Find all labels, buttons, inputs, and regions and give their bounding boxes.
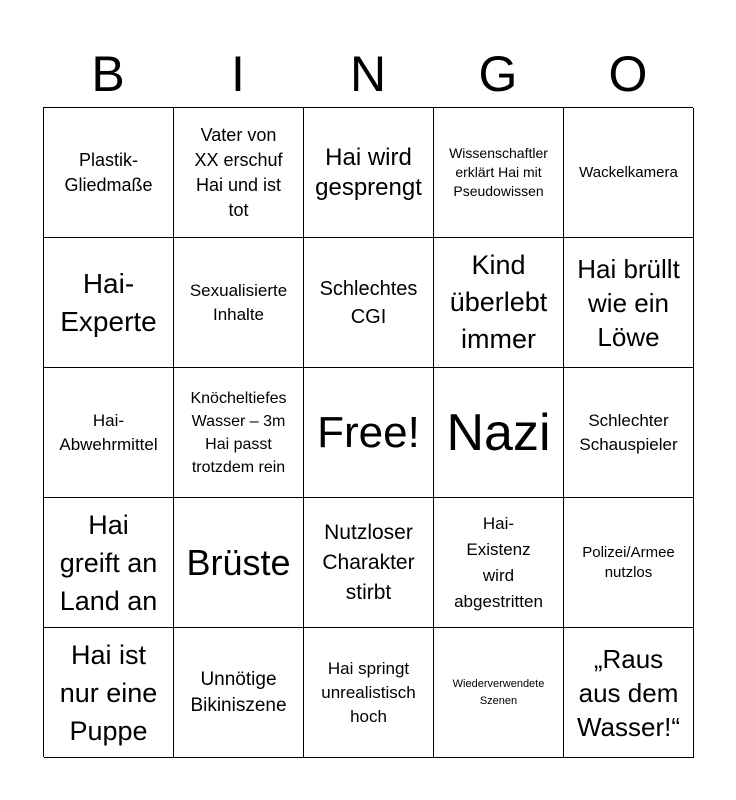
cell-text: „Raus aus dem Wasser!“ bbox=[576, 643, 681, 742]
bingo-cell[interactable] bbox=[44, 108, 174, 238]
cell-text: Vater von XX erschuf Hai und ist tot bbox=[194, 124, 283, 220]
cell-text: Hai springt unrealistisch hoch bbox=[321, 658, 416, 726]
bingo-cell[interactable] bbox=[174, 498, 304, 628]
cell-text: Hai- Abwehrmittel bbox=[59, 410, 158, 454]
bingo-cell[interactable] bbox=[434, 368, 564, 498]
bingo-cell[interactable] bbox=[564, 628, 694, 758]
cell-text: Unnötige Bikiniszene bbox=[190, 668, 287, 716]
bingo-cell[interactable] bbox=[564, 108, 694, 238]
bingo-cell[interactable] bbox=[434, 238, 564, 368]
bingo-cell[interactable] bbox=[434, 108, 564, 238]
cell-text: Hai wird gesprengt bbox=[315, 143, 422, 201]
cell-text: Brüste bbox=[186, 541, 291, 583]
cell-text: Kind überlebt immer bbox=[449, 250, 548, 354]
cell-text: Knöcheltiefes Wasser – 3m Hai passt trotzdem rein bbox=[190, 389, 287, 476]
bingo-cell[interactable] bbox=[304, 628, 434, 758]
bingo-grid bbox=[43, 107, 693, 757]
cell-text: Schlechtes CGI bbox=[319, 277, 418, 328]
bingo-cell[interactable] bbox=[174, 238, 304, 368]
bingo-cell[interactable] bbox=[564, 498, 694, 628]
bingo-cell[interactable] bbox=[304, 498, 434, 628]
bingo-header bbox=[43, 40, 693, 108]
cell-text: Wiederverwendete Szenen bbox=[452, 677, 545, 707]
bingo-cell[interactable] bbox=[44, 498, 174, 628]
cell-text: Nazi bbox=[446, 403, 551, 462]
bingo-cell[interactable] bbox=[564, 368, 694, 498]
cell-text: Schlechter Schauspieler bbox=[579, 410, 678, 454]
cell-text: Hai greift an Land an bbox=[59, 509, 158, 616]
header-letter-n: N bbox=[349, 46, 387, 102]
bingo-cell[interactable] bbox=[434, 498, 564, 628]
bingo-cell[interactable] bbox=[44, 368, 174, 498]
cell-text: Hai- Existenz wird abgestritten bbox=[454, 513, 543, 611]
bingo-cell[interactable] bbox=[174, 108, 304, 238]
bingo-cell[interactable] bbox=[304, 108, 434, 238]
free-cell[interactable] bbox=[304, 368, 434, 498]
bingo-cell[interactable] bbox=[564, 238, 694, 368]
header-letter-g: G bbox=[478, 46, 518, 102]
bingo-cell[interactable] bbox=[304, 238, 434, 368]
cell-text: Nutzloser Charakter stirbt bbox=[322, 520, 415, 604]
cell-text: Plastik- Gliedmaße bbox=[64, 149, 153, 195]
header-letter-b: B bbox=[91, 46, 125, 102]
bingo-cell[interactable] bbox=[44, 628, 174, 758]
bingo-cell[interactable] bbox=[174, 628, 304, 758]
cell-text: Hai- Experte bbox=[60, 267, 157, 337]
cell-text: Wackelkamera bbox=[579, 163, 678, 181]
cell-text: Hai brüllt wie ein Löwe bbox=[577, 253, 680, 352]
header-letter-o: O bbox=[608, 46, 648, 102]
bingo-cell[interactable] bbox=[174, 368, 304, 498]
cell-text: Polizei/Armee nutzlos bbox=[582, 543, 675, 581]
cell-text: Sexualisierte Inhalte bbox=[189, 280, 288, 324]
bingo-cell[interactable] bbox=[44, 238, 174, 368]
header-letter-i: I bbox=[231, 46, 245, 102]
bingo-cell[interactable] bbox=[434, 628, 564, 758]
cell-text: Free! bbox=[317, 407, 420, 457]
cell-text: Wissenschaftler erklärt Hai mit Pseudowissen bbox=[449, 145, 548, 199]
cell-text: Hai ist nur eine Puppe bbox=[59, 639, 158, 746]
